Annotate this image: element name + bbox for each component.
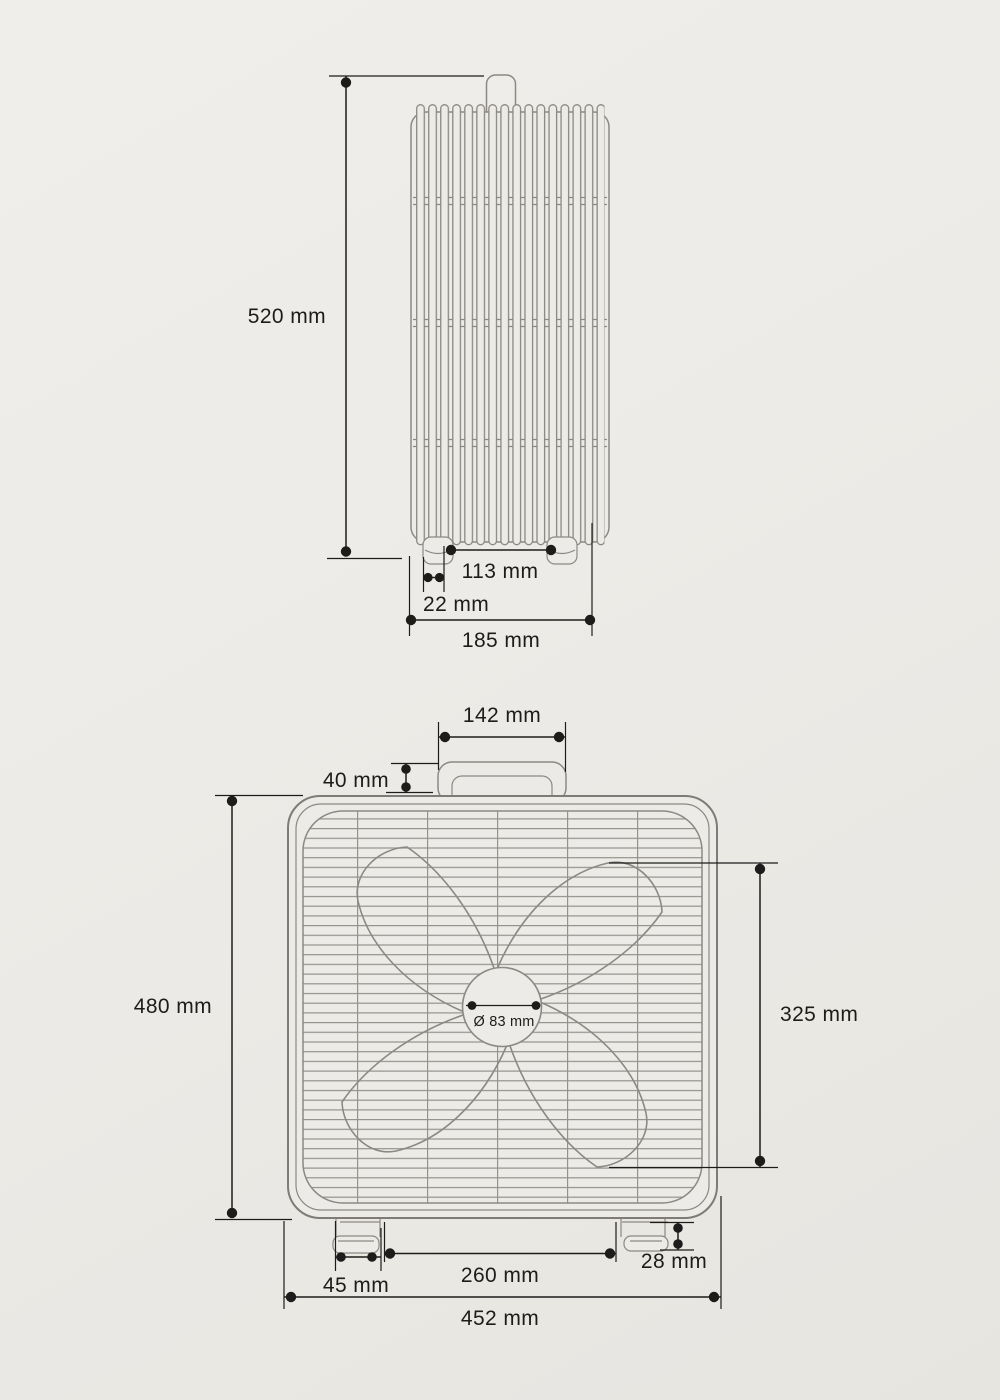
front-view-product xyxy=(288,762,717,1253)
handle-height-dimension xyxy=(323,764,439,793)
front-foot-width-label: 45 mm xyxy=(322,1274,390,1297)
front-view xyxy=(134,704,859,1330)
front-foot-left xyxy=(333,1218,380,1253)
side-depth-label: 185 mm xyxy=(461,629,541,652)
hub-diameter-label: Ø 83 mm xyxy=(473,1014,535,1030)
side-view-product xyxy=(411,75,609,564)
side-height-label: 520 mm xyxy=(247,305,326,328)
front-foot-width-dimension xyxy=(323,1221,389,1297)
front-height-dimension xyxy=(134,796,303,1220)
handle-width-label: 142 mm xyxy=(462,704,542,727)
front-feet-gap-dimension xyxy=(385,1222,617,1287)
side-view xyxy=(248,75,609,652)
front-width-label: 452 mm xyxy=(460,1307,540,1330)
side-ribs xyxy=(416,104,605,546)
blade-sweep-label: 325 mm xyxy=(780,1003,859,1026)
side-foot-width-label: 22 mm xyxy=(423,593,490,616)
side-feet-gap-label: 113 mm xyxy=(461,560,539,583)
side-feet-gap-dimension xyxy=(446,545,556,583)
front-foot-height-label: 28 mm xyxy=(640,1250,708,1273)
front-height-label: 480 mm xyxy=(133,995,212,1018)
hub-diameter-dimension xyxy=(466,1001,540,1030)
front-feet-gap-label: 260 mm xyxy=(460,1264,540,1287)
handle-height-label: 40 mm xyxy=(322,769,389,792)
